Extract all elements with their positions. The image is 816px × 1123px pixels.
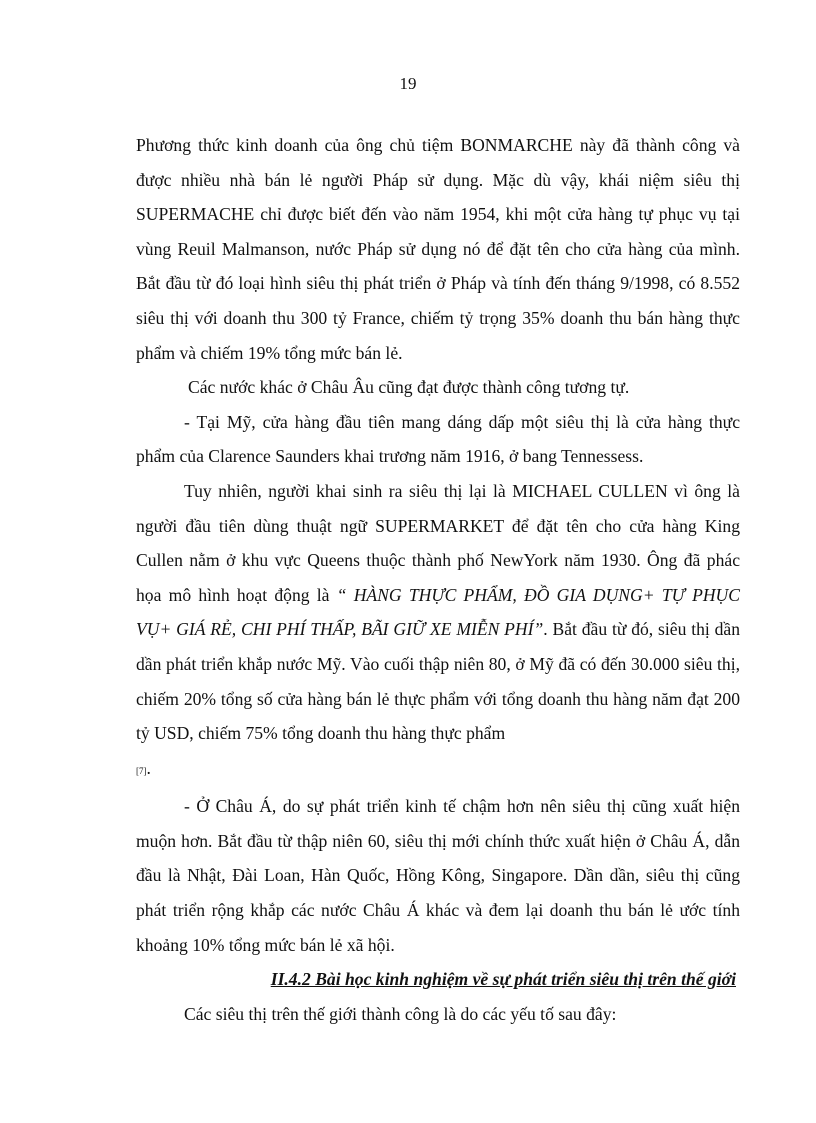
model-quote: “ HÀNG THỰC PHẨM, ĐỒ GIA DỤNG+ TỰ PHỤC VỤ+ GIÁ RẺ, CHI PHÍ THẤP, BÃI GIỮ XE MIỄN PHÍ”: [136, 584, 740, 640]
section-heading: II.4.2 Bài học kinh nghiệm về sự phát triển siêu thị trên thế giới: [270, 969, 736, 990]
paragraph-end-period: .: [146, 757, 151, 778]
paragraph-europe: Các nước khác ở Châu Âu cũng đạt được thành công tương tự.: [188, 377, 630, 398]
paragraph-michael-cullen: [136, 474, 740, 785]
paragraph-text-before-quote: Tuy nhiên, người khai sinh ra siêu thị lại là MICHAEL CULLEN vì ông là người đầu tiên dùng thuật ngữ SUPERMARKET để đặt tên cho cửa hàng King Cullen nằm ở khu vực Queens thuộc thành phố NewYork năm 1930. Ông đã phác họa mô hình hoạt động là: [136, 480, 740, 605]
paragraph-text-after-quote: . Bắt đầu từ đó, siêu thị dần dần phát triển khắp nước Mỹ. Vào cuối thập niên 80, ở Mỹ đã có đến 30.000 siêu thị, chiếm 20% tổng số cửa hàng bán lẻ thực phẩm với tổng doanh thu hàng năm đạt 200 tỷ USD, chiếm 75% tổng doanh thu hàng thực phẩm: [136, 619, 740, 744]
paragraph-usa-intro: - Tại Mỹ, cửa hàng đầu tiên mang dáng dấp một siêu thị là cửa hàng thực phẩm của Clarence Saunders khai trương năm 1916, ở bang Tennessess.: [136, 411, 740, 467]
page-number: 19: [399, 74, 417, 93]
document-body: [136, 128, 740, 1031]
paragraph-success-factors: Các siêu thị trên thế giới thành công là do các yếu tố sau đây:: [184, 1003, 617, 1024]
paragraph-asia: - Ở Châu Á, do sự phát triển kinh tế chậm hơn nên siêu thị cũng xuất hiện muộn hơn. Bắt đầu từ thập niên 60, siêu thị mới chính thức xuất hiện ở Châu Á, dẫn đầu là Nhật, Đài Loan, Hàn Quốc, Hồng Kông, Singapore. Dần dần, siêu thị cũng phát triển rộng khắp các nước Châu Á khác và đem lại doanh thu bán lẻ ước tính khoảng 10% tổng mức bán lẻ xã hội.: [136, 796, 740, 955]
reference-citation: [7]: [136, 765, 147, 776]
paragraph-bonmarche: Phương thức kinh doanh của ông chủ tiệm BONMARCHE này đã thành công và được nhiều nhà bán lẻ người Pháp sử dụng. Mặc dù vậy, khái niệm siêu thị SUPERMACHE chỉ được biết đến vào năm 1954, khi một cửa hàng tự phục vụ tại vùng Reuil Malmanson, nước Pháp sử dụng nó để đặt tên cho cửa hàng của mình. Bắt đầu từ đó loại hình siêu thị phát triển ở Pháp và tính đến tháng 9/1998, có 8.552 siêu thị với doanh thu 300 tỷ France, chiếm tỷ trọng 35% doanh thu bán hàng thực phẩm và chiếm 19% tổng mức bán lẻ.: [136, 135, 740, 363]
